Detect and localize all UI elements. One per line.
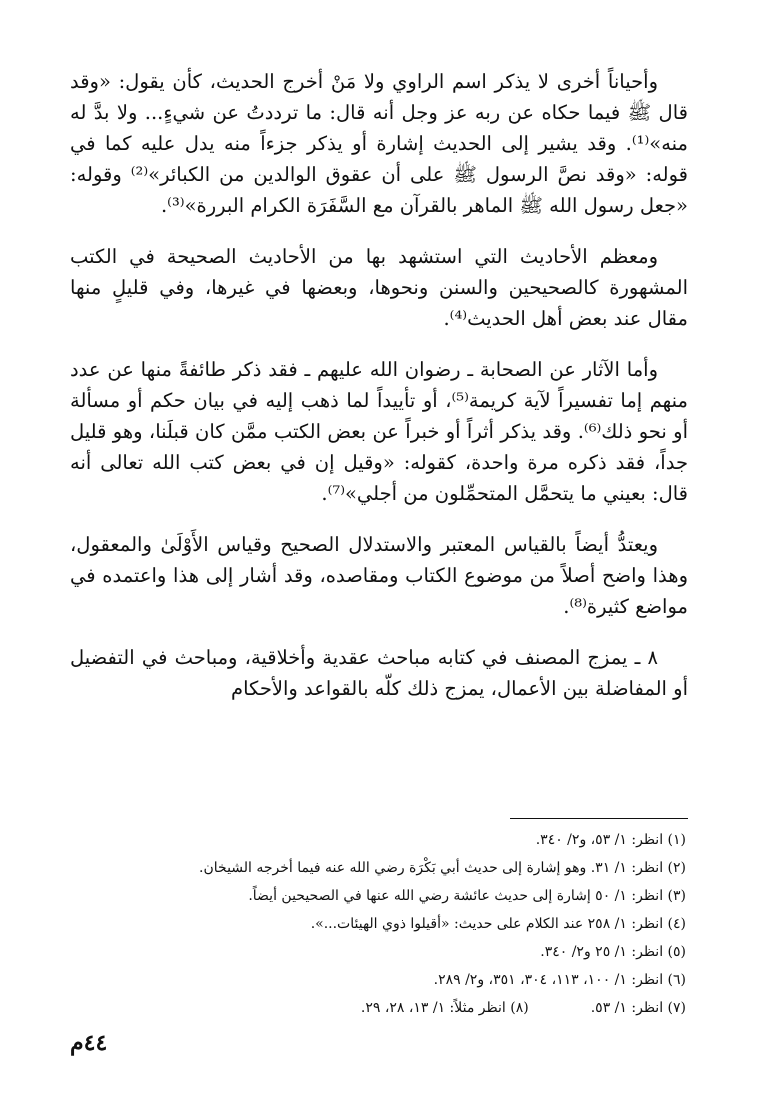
footnote-4: (٤) انظر: ١/ ٢٥٨ عند الكلام على حديث: «أقيلوا ذوي الهيئات...». [310,916,686,932]
page-number: ٤٤م [70,1030,108,1056]
paragraph-analogy: ويعتدُّ أيضاً بالقياس المعتبر والاستدلال الصحيح وقياس الأَوْلَىٰ والمعقول، وهذا واضح أصلاً من موضوع الكتاب ومقاصده، وقد أشار إلى هذا واعتمده في مواضع كثيرة⁽⁸⁾. [70,533,688,618]
footnote-5: (٥) انظر: ١/ ٢٥ و٢/ ٣٤٠. [540,944,686,960]
paragraph-hadith-citation: وأحياناً أخرى لا يذكر اسم الراوي ولا مَنْ أخرج الحديث، كأن يقول: «وقد قال ﷺ فيما حكاه عن ربه عز وجل أنه قال: ما ترددتُ عن شيءٍ... ولا بدَّ له منه»⁽¹⁾. وقد يشير إلى الحديث إشارة أو يذكر جزءاً منه يدل عليه كما في قوله: «وقد نصَّ الرسول ﷺ على أن عقوق الوالدين من الكبائر»⁽²⁾ وقوله: «جعل رسول الله ﷺ الماهر بالقرآن مع السَّفَرَة الكرام البررة»⁽³⁾. [70,70,688,217]
footnote-2: (٢) انظر: ١/ ٣١. وهو إشارة إلى حديث أبي بَكْرَة رضي الله عنه فيما أخرجه الشيخان. [199,860,686,876]
paragraph-companion-narrations: وأما الآثار عن الصحابة ـ رضوان الله عليهم ـ فقد ذكر طائفةً منها عن عدد منهم إما تفسيراً لآية كريمة⁽⁵⁾، أو تأييداً لما ذهب إليه في بيان حكم أو مسألة أو نحو ذلك⁽⁶⁾. وقد يذكر أثراً أو خبراً عن بعض الكتب ممَّن كان قبلَنا، وهو قليل جداً، فقد ذكره مرة واحدة، كقوله: «وقيل إن في بعض كتب الله تعالى أنه قال: بعيني ما يتحمَّل المتحمِّلون من أجلي»⁽⁷⁾. [70,358,688,505]
footnote-7: (٧) انظر: ١/ ٥٣. [590,1000,686,1016]
paragraph-sahih-hadiths: ومعظم الأحاديث التي استشهد بها من الأحاديث الصحيحة في الكتب المشهورة كالصحيحين والسنن ونحوها، وبعضها في غيرها، وفي قليلٍ منها مقال عند بعض أهل الحديث⁽⁴⁾. [70,245,688,330]
footnote-8: (٨) انظر مثلاً: ١/ ١٣، ٢٨، ٢٩. [360,1000,529,1016]
footnote-6: (٦) انظر: ١/ ١٠٠، ١١٣، ٣٠٤، ٣٥١، و٢/ ٢٨٩. [433,972,686,988]
main-text [70,66,688,704]
paragraph-point-8: ٨ ـ يمزج المصنف في كتابه مباحث عقدية وأخلاقية، ومباحث في التفضيل أو المفاضلة بين الأعمال، يمزج ذلك كلّه بالقواعد والأحكام [70,646,688,700]
footnote-separator [510,818,688,819]
footnote-3: (٣) انظر: ١/ ٥٠ إشارة إلى حديث عائشة رضي الله عنها في الصحيحين أيضاً. [248,888,686,904]
footnote-1: (١) انظر: ١/ ٥٣، و٢/ ٣٤٠. [535,832,686,848]
footnotes [70,826,686,1022]
footnote-row-7-8 [70,994,686,1022]
